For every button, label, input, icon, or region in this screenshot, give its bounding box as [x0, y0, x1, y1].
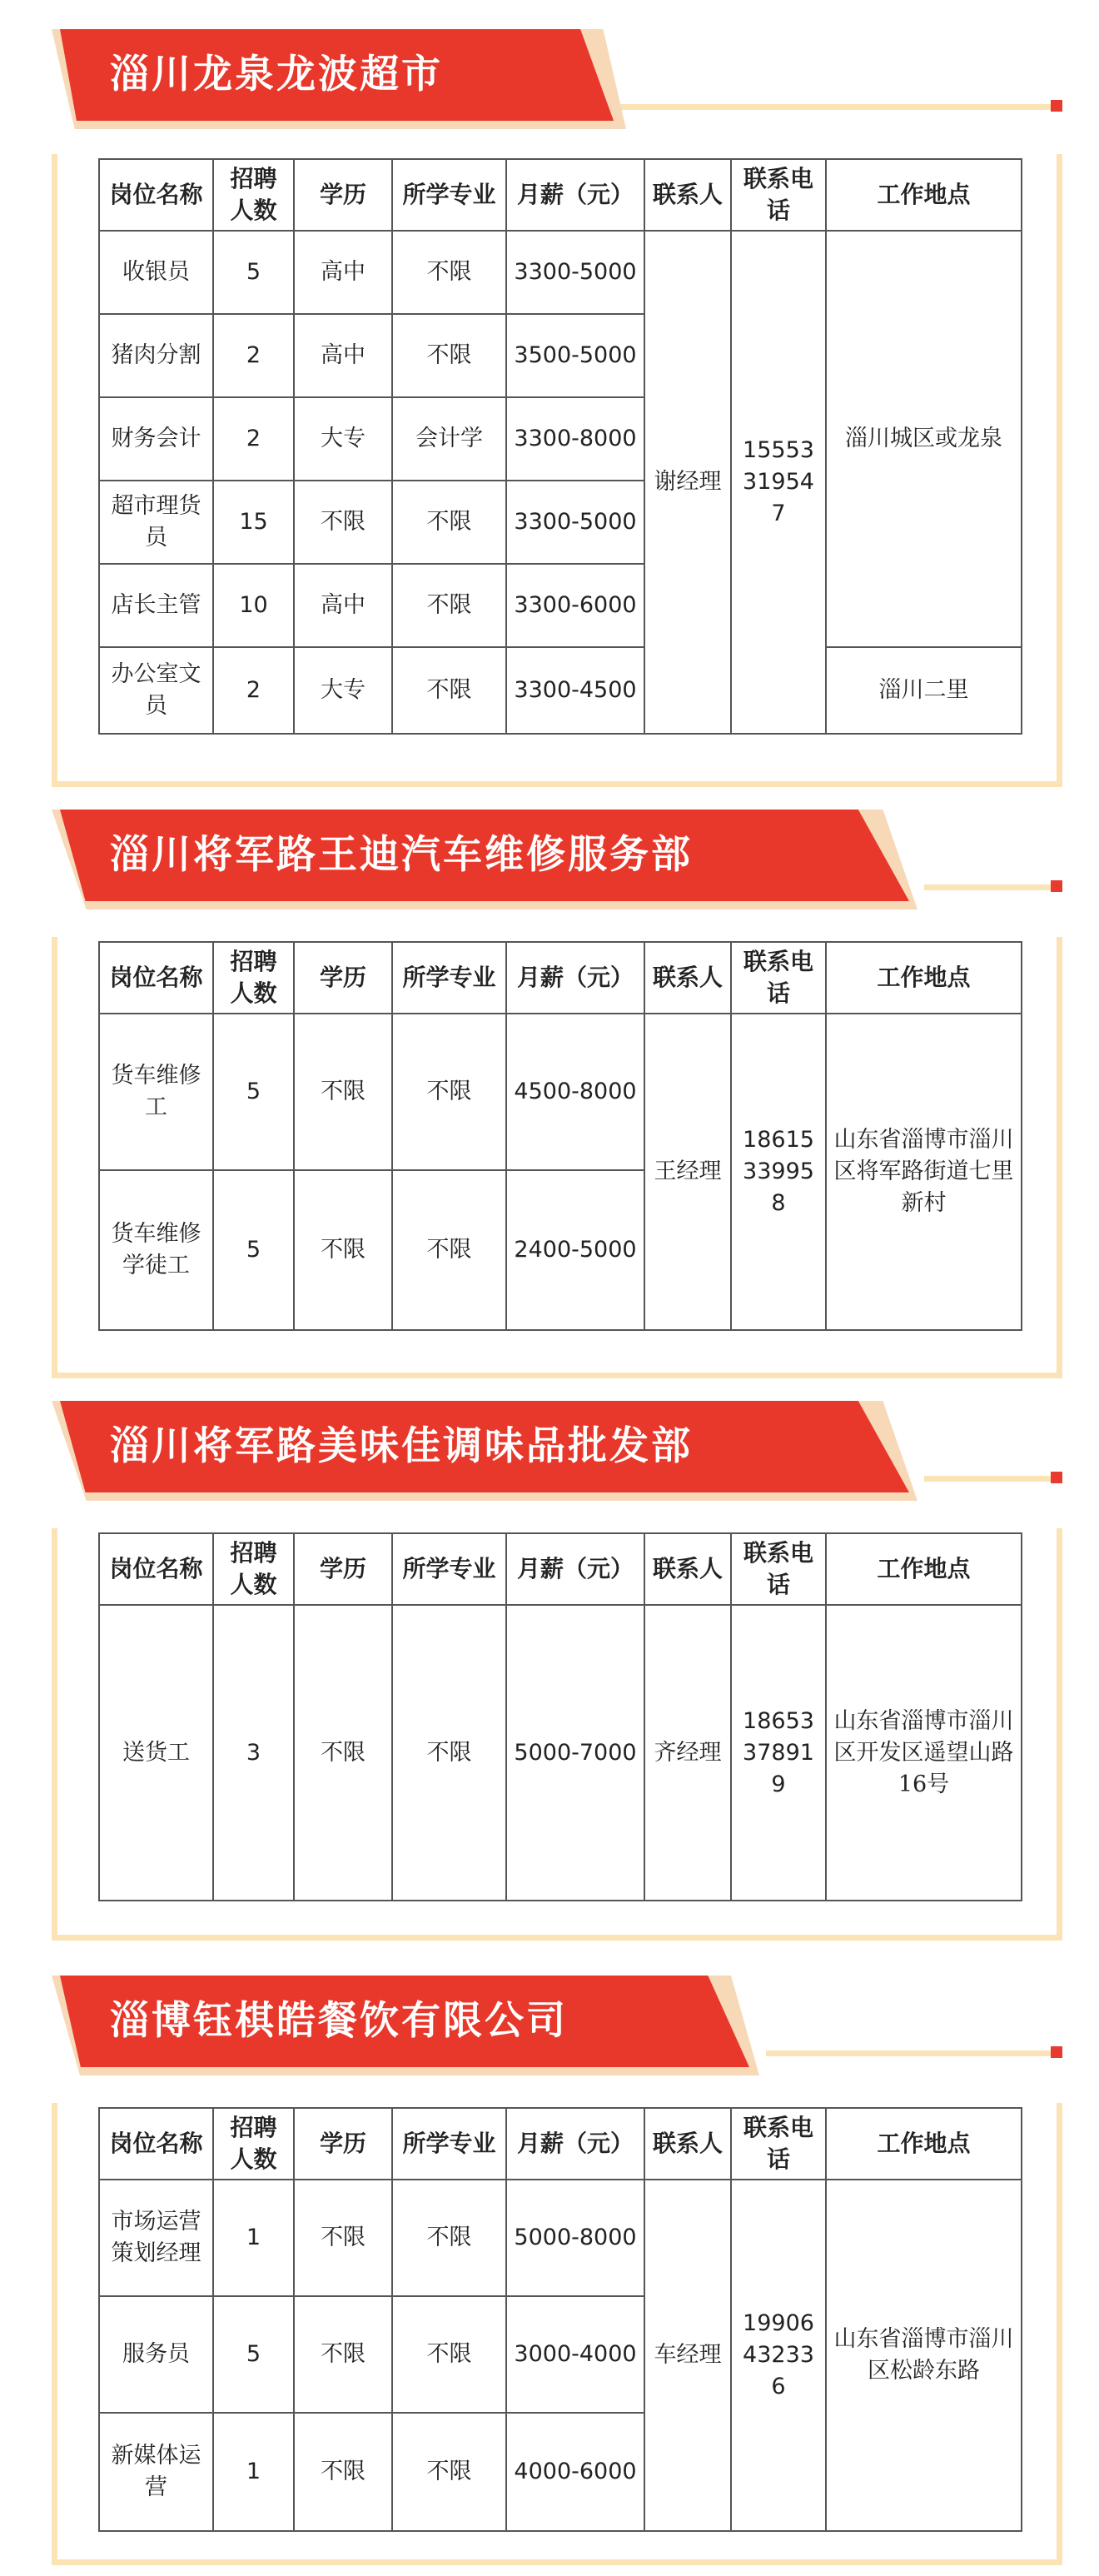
header-salary: 月薪（元）: [506, 942, 644, 1014]
header-title: 岗位名称: [99, 159, 213, 231]
table-header-row: [99, 1533, 1022, 1605]
job-title: 收银员: [99, 231, 213, 314]
job-edu: 不限: [294, 1014, 392, 1170]
job-major: 不限: [392, 2180, 506, 2296]
header-salary: 月薪（元）: [506, 1533, 644, 1605]
contact-phone: 18653378919: [731, 1605, 826, 1901]
corner-dot: [1051, 2046, 1062, 2058]
job-edu: 不限: [294, 2413, 392, 2531]
header-edu: 学历: [294, 159, 392, 231]
table-row: [99, 2180, 1022, 2296]
company-name: 淄博钰棋皓餐饮有限公司: [110, 1998, 568, 2044]
job-major: 不限: [392, 481, 506, 564]
job-edu: 不限: [294, 2296, 392, 2413]
job-salary: 3000-4000: [506, 2296, 644, 2413]
corner-dot: [1051, 1472, 1062, 1483]
job-salary: 4000-6000: [506, 2413, 644, 2531]
job-count: 10: [213, 564, 294, 647]
company-banner: [52, 29, 626, 129]
contact-phone: 19906432336: [731, 2180, 826, 2531]
job-major: 不限: [392, 647, 506, 734]
header-count: 招聘人数: [213, 159, 294, 231]
job-major: 不限: [392, 564, 506, 647]
header-count: 招聘人数: [213, 942, 294, 1014]
header-contact: 联系人: [644, 159, 731, 231]
header-major: 所学专业: [392, 1533, 506, 1605]
company-banner: [52, 810, 917, 909]
header-location: 工作地点: [826, 1533, 1022, 1605]
header-count: 招聘人数: [213, 2108, 294, 2180]
contact-person: 车经理: [644, 2180, 731, 2531]
job-count: 2: [213, 647, 294, 734]
header-location: 工作地点: [826, 2108, 1022, 2180]
job-major: 会计学: [392, 397, 506, 481]
header-contact: 联系人: [644, 942, 731, 1014]
header-title: 岗位名称: [99, 2108, 213, 2180]
corner-dot: [1051, 880, 1062, 892]
job-major: 不限: [392, 1014, 506, 1170]
job-title: 店长主管: [99, 564, 213, 647]
contact-person: 王经理: [644, 1014, 731, 1330]
header-contact: 联系人: [644, 2108, 731, 2180]
header-major: 所学专业: [392, 2108, 506, 2180]
contact-phone: 18615339958: [731, 1014, 826, 1330]
job-edu: 不限: [294, 1170, 392, 1330]
job-edu: 不限: [294, 481, 392, 564]
job-salary: 3300-8000: [506, 397, 644, 481]
table-header-row: [99, 159, 1022, 231]
job-title: 市场运营策划经理: [99, 2180, 213, 2296]
header-phone: 联系电话: [731, 159, 826, 231]
job-count: 5: [213, 1170, 294, 1330]
job-title: 财务会计: [99, 397, 213, 481]
header-phone: 联系电话: [731, 2108, 826, 2180]
job-title: 送货工: [99, 1605, 213, 1901]
job-major: 不限: [392, 1605, 506, 1901]
job-title: 超市理货员: [99, 481, 213, 564]
job-major: 不限: [392, 2413, 506, 2531]
job-count: 1: [213, 2180, 294, 2296]
header-phone: 联系电话: [731, 942, 826, 1014]
company-banner: [52, 1976, 759, 2075]
job-edu: 大专: [294, 647, 392, 734]
header-title: 岗位名称: [99, 1533, 213, 1605]
job-edu: 高中: [294, 314, 392, 397]
header-major: 所学专业: [392, 159, 506, 231]
job-edu: 高中: [294, 564, 392, 647]
work-location: 淄川城区或龙泉: [826, 231, 1022, 647]
header-edu: 学历: [294, 1533, 392, 1605]
job-edu: 大专: [294, 397, 392, 481]
job-title: 货车维修工: [99, 1014, 213, 1170]
header-location: 工作地点: [826, 159, 1022, 231]
jobs-table: [98, 158, 1022, 735]
work-location: 山东省淄博市淄川区将军路街道七里新村: [826, 1014, 1022, 1330]
work-location-2: 淄川二里: [826, 647, 1022, 734]
header-edu: 学历: [294, 2108, 392, 2180]
job-major: 不限: [392, 1170, 506, 1330]
header-title: 岗位名称: [99, 942, 213, 1014]
job-edu: 不限: [294, 1605, 392, 1901]
job-major: 不限: [392, 231, 506, 314]
company-name: 淄川将军路美味佳调味品批发部: [110, 1423, 693, 1469]
job-salary: 3300-5000: [506, 231, 644, 314]
jobs-table: [98, 2107, 1022, 2532]
company-banner: [52, 1401, 917, 1501]
job-title: 服务员: [99, 2296, 213, 2413]
header-salary: 月薪（元）: [506, 2108, 644, 2180]
job-salary: 3500-5000: [506, 314, 644, 397]
contact-phone: 15553319547: [731, 231, 826, 734]
job-salary: 5000-8000: [506, 2180, 644, 2296]
company-name: 淄川龙泉龙波超市: [110, 52, 443, 97]
job-count: 5: [213, 2296, 294, 2413]
job-salary: 3300-6000: [506, 564, 644, 647]
job-title: 货车维修学徒工: [99, 1170, 213, 1330]
header-major: 所学专业: [392, 942, 506, 1014]
job-edu: 不限: [294, 2180, 392, 2296]
frame-top-line: [616, 104, 1053, 110]
header-edu: 学历: [294, 942, 392, 1014]
job-count: 15: [213, 481, 294, 564]
header-phone: 联系电话: [731, 1533, 826, 1605]
job-salary: 4500-8000: [506, 1014, 644, 1170]
job-count: 2: [213, 397, 294, 481]
job-count: 1: [213, 2413, 294, 2531]
job-salary: 5000-7000: [506, 1605, 644, 1901]
table-header-row: [99, 2108, 1022, 2180]
jobs-table: [98, 941, 1022, 1331]
job-salary: 3300-5000: [506, 481, 644, 564]
work-location: 山东省淄博市淄川区松龄东路: [826, 2180, 1022, 2531]
table-row: [99, 231, 1022, 314]
header-count: 招聘人数: [213, 1533, 294, 1605]
table-row: [99, 1014, 1022, 1170]
table-row: [99, 1605, 1022, 1901]
corner-dot: [1051, 100, 1062, 112]
job-edu: 高中: [294, 231, 392, 314]
table-header-row: [99, 942, 1022, 1014]
job-major: 不限: [392, 314, 506, 397]
job-salary: 2400-5000: [506, 1170, 644, 1330]
work-location: 山东省淄博市淄川区开发区遥望山路16号: [826, 1605, 1022, 1901]
jobs-table: [98, 1532, 1022, 1901]
frame-top-line: [924, 1476, 1053, 1482]
job-major: 不限: [392, 2296, 506, 2413]
contact-person: 齐经理: [644, 1605, 731, 1901]
job-count: 5: [213, 231, 294, 314]
job-title: 新媒体运营: [99, 2413, 213, 2531]
job-count: 2: [213, 314, 294, 397]
job-count: 3: [213, 1605, 294, 1901]
job-title: 办公室文员: [99, 647, 213, 734]
header-location: 工作地点: [826, 942, 1022, 1014]
header-contact: 联系人: [644, 1533, 731, 1605]
contact-person: 谢经理: [644, 231, 731, 734]
table-row: [99, 647, 1022, 734]
job-salary: 3300-4500: [506, 647, 644, 734]
header-salary: 月薪（元）: [506, 159, 644, 231]
frame-top-line: [766, 2050, 1053, 2056]
frame-top-line: [924, 884, 1053, 890]
job-title: 猪肉分割: [99, 314, 213, 397]
job-count: 5: [213, 1014, 294, 1170]
company-name: 淄川将军路王迪汽车维修服务部: [110, 832, 693, 878]
